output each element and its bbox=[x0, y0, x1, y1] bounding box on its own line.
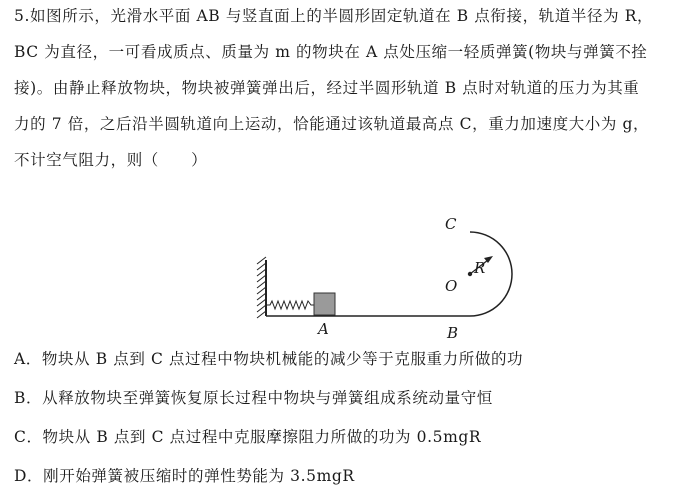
question-line-2: BC 为直径，一可看成质点、质量为 m 的物块在 A 点处压缩一轻质弹簧(物块与弹簧不拴 bbox=[14, 43, 648, 61]
question-line-1: 5.如图所示，光滑水平面 AB 与竖直面上的半圆形固定轨道在 B 点衔接，轨道半径为 R， bbox=[14, 7, 654, 25]
label-r: R bbox=[474, 259, 486, 277]
label-b: B bbox=[447, 324, 459, 342]
question-line-3: 接)。由静止释放物块，物块被弹簧弹出后，经过半圆形轨道 B 点时对轨道的压力为其重 bbox=[14, 79, 640, 97]
option-b[interactable]: B．从释放物块至弹簧恢复原长过程中物块与弹簧组成系统动量守恒 bbox=[14, 389, 493, 407]
option-a[interactable]: A．物块从 B 点到 C 点过程中物块机械能的减少等于克服重力所做的功 bbox=[14, 350, 524, 368]
label-a: A bbox=[318, 320, 329, 338]
physics-diagram bbox=[240, 205, 540, 350]
block bbox=[314, 293, 335, 315]
label-o: O bbox=[445, 277, 458, 295]
option-d[interactable]: D．刚开始弹簧被压缩时的弹性势能为 3.5mgR bbox=[14, 467, 355, 485]
wall bbox=[257, 257, 266, 318]
label-c: C bbox=[445, 215, 457, 233]
question-line-5: 不计空气阻力，则（ ） bbox=[14, 151, 208, 169]
spring bbox=[266, 301, 314, 309]
option-c[interactable]: C．物块从 B 点到 C 点过程中克服摩擦阻力所做的功为 0.5mgR bbox=[14, 428, 482, 446]
question-line-4: 力的 7 倍，之后沿半圆轨道向上运动，恰能通过该轨道最高点 C，重力加速度大小为 g， bbox=[14, 115, 650, 133]
